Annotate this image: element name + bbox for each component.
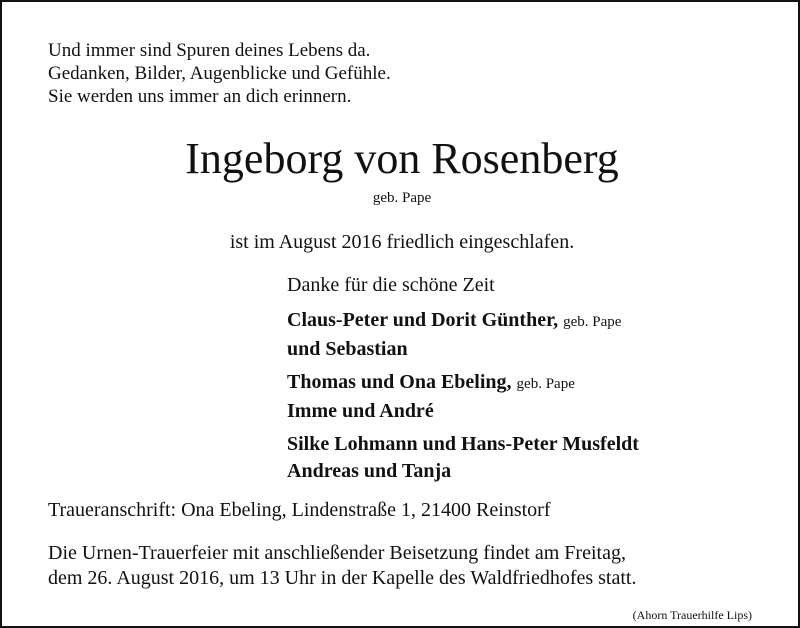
family-entry	[287, 307, 639, 363]
nee-note: geb. Pape	[516, 376, 575, 392]
family-names-line2: und Sebastian	[287, 338, 408, 360]
family-entry	[287, 369, 639, 425]
birth-name: geb. Pape	[372, 190, 432, 206]
deceased-name: Ingeborg von Rosenberg	[185, 134, 619, 183]
funeral-service-info	[48, 541, 636, 591]
family-names: Thomas und Ona Ebeling,	[287, 371, 512, 393]
service-line: dem 26. August 2016, um 13 Uhr in der Kapelle des Waldfriedhofes statt.	[48, 567, 637, 589]
nee-note: geb. Pape	[563, 314, 622, 330]
verse-line: Gedanken, Bilder, Augenblicke und Gefühle.	[48, 63, 391, 84]
family-names: Silke Lohmann und Hans-Peter Musfeldt	[287, 433, 639, 455]
verse-line: Sie werden uns immer an dich erinnern.	[48, 86, 352, 107]
thanks-line: Danke für die schöne Zeit	[287, 274, 495, 296]
mourners-block	[287, 273, 639, 485]
funeral-home-credit: (Ahorn Trauerhilfe Lips)	[632, 608, 752, 622]
mourning-address: Traueranschrift: Ona Ebeling, Lindenstraße 1, 21400 Reinstorf	[48, 499, 551, 521]
family-entry	[287, 431, 639, 485]
passing-statement: ist im August 2016 friedlich eingeschlafen.	[229, 231, 575, 253]
family-names-line2: Imme und André	[287, 400, 434, 422]
memorial-verse	[48, 39, 391, 108]
family-names-line2: Andreas und Tanja	[287, 460, 452, 482]
family-names: Claus-Peter und Dorit Günther,	[287, 309, 559, 331]
service-line: Die Urnen-Trauerfeier mit anschließender Beisetzung findet am Freitag,	[48, 542, 626, 564]
verse-line: Und immer sind Spuren deines Lebens da.	[48, 40, 371, 61]
